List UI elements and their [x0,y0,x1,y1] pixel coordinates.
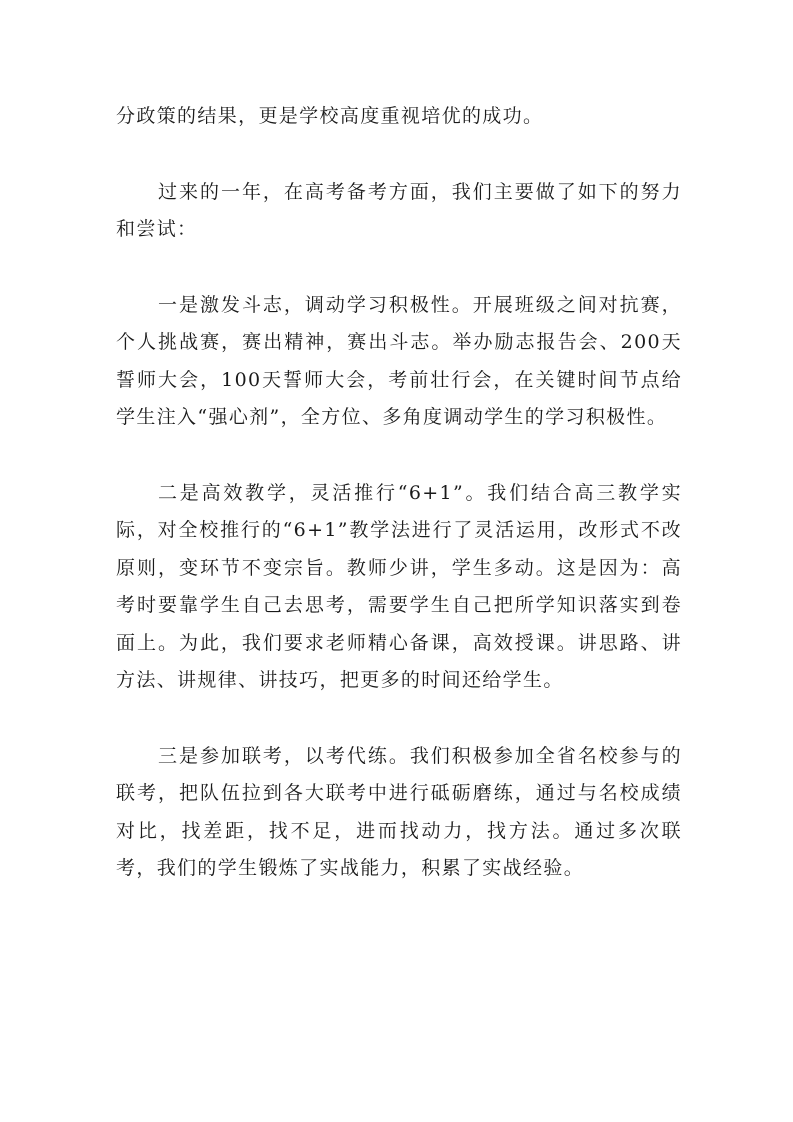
document-page [116,98,682,888]
paragraph-point-two: 二是高效教学，灵活推行“6+1”。我们结合高三教学实际，对全校推行的“6+1”教学法进行了灵活运用，改形式不改原则，变环节不变宗旨。教师少讲，学生多动。这是因为：高考时要靠学生自己去思考，需要学生自己把所学知识落实到卷面上。为此，我们要求老师精心备课，高效授课。讲思路、讲方法、讲规律、讲技巧，把更多的时间还给学生。 [116,481,682,691]
paragraph-continuation: 分政策的结果，更是学校高度重视培优的成功。 [116,105,544,127]
paragraph-point-one: 一是激发斗志，调动学习积极性。开展班级之间对抗赛，个人挑战赛，赛出精神，赛出斗志。举办励志报告会、200天誓师大会，100天誓师大会，考前壮行会，在关键时间节点给学生注入“强心剂”，全方位、多角度调动学生的学习积极性。 [116,293,682,428]
paragraph-intro: 过来的一年，在高考备考方面，我们主要做了如下的努力和尝试： [116,180,682,240]
paragraph-point-three: 三是参加联考，以考代练。我们积极参加全省名校参与的联考，把队伍拉到各大联考中进行砥砺磨练，通过与名校成绩对比，找差距，找不足，进而找动力，找方法。通过多次联考，我们的学生锻炼了实战能力，积累了实战经验。 [116,744,682,879]
